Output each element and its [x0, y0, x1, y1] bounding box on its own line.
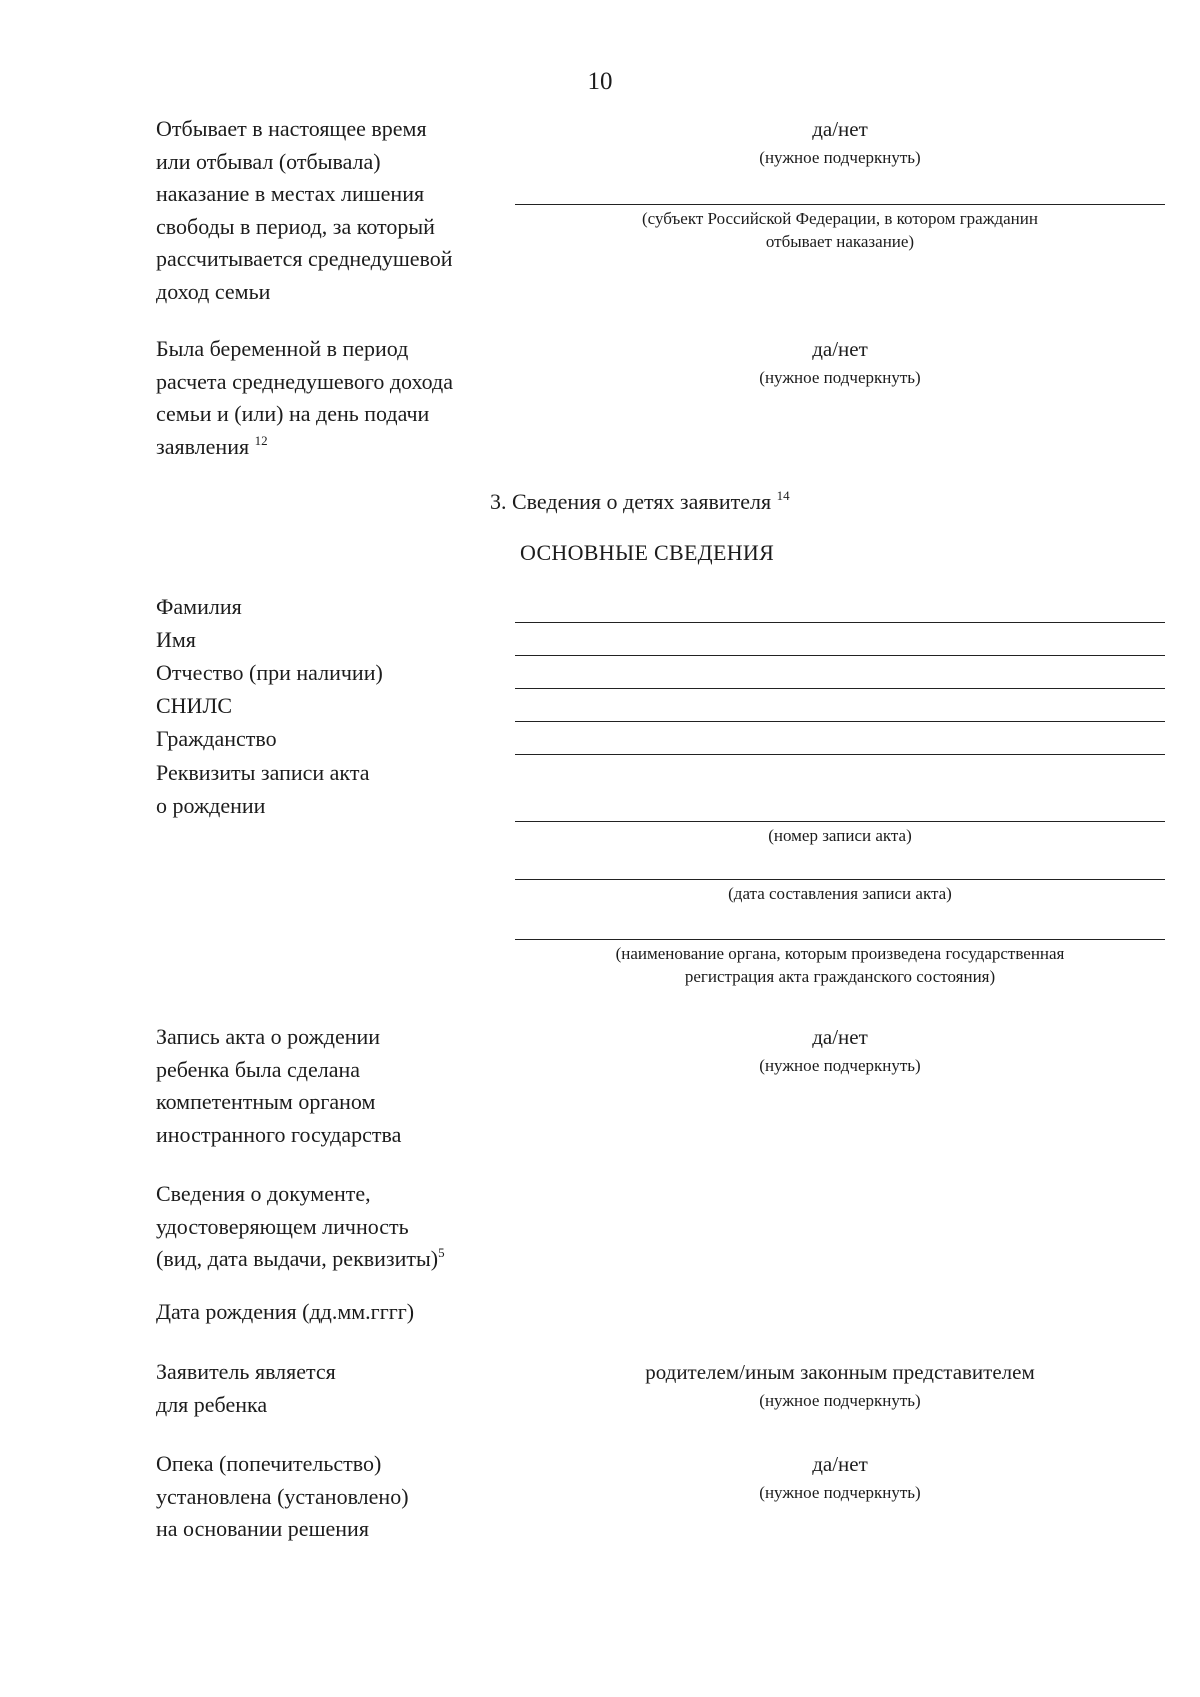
punishment-label	[156, 113, 453, 308]
foreign-record-label-line: иностранного государства	[156, 1121, 402, 1147]
first-name-label: Имя	[156, 627, 196, 652]
pregnancy-label-line: расчета среднедушевого дохода	[156, 368, 453, 394]
authority-line[interactable]	[515, 939, 1165, 940]
section-footnote: 14	[776, 488, 790, 503]
guardianship-label	[156, 1448, 409, 1546]
punishment-region-hint	[515, 207, 1165, 253]
punishment-label-line: или отбывал (отбывала)	[156, 148, 381, 174]
foreign-record-label	[156, 1021, 401, 1151]
foreign-record-label-line: Запись акта о рождении	[156, 1024, 381, 1049]
record-number-line[interactable]	[515, 821, 1165, 822]
patronymic-field-line[interactable]	[515, 688, 1165, 689]
applicant-role-label-line: Заявитель является	[156, 1359, 336, 1384]
punishment-region-line[interactable]	[515, 204, 1165, 205]
punishment-label-line: свободы в период, за который	[156, 213, 435, 239]
citizenship-field-line[interactable]	[515, 754, 1165, 755]
pregnancy-label	[156, 333, 453, 463]
foreign-record-option[interactable]: да/нет	[812, 1025, 868, 1049]
pregnancy-label-line: заявления	[156, 433, 250, 459]
foreign-record-option-hint: (нужное подчеркнуть)	[759, 1056, 921, 1075]
foreign-record-label-line: ребенка была сделана	[156, 1056, 361, 1082]
applicant-role-option[interactable]: родителем/иным законным представителем	[645, 1360, 1035, 1384]
punishment-label-line: рассчитывается среднедушевой	[156, 246, 453, 271]
punishment-option[interactable]: да/нет	[812, 117, 868, 141]
guardianship-label-line: установлена (установлено)	[156, 1483, 409, 1509]
first-name-field-line[interactable]	[515, 655, 1165, 656]
page-number: 10	[587, 68, 613, 95]
identity-doc-label-line: удостоверяющем личность	[156, 1213, 409, 1239]
section-subtitle: ОСНОВНЫЕ СВЕДЕНИЯ	[520, 540, 775, 565]
authority-hint-line: регистрация акта гражданского состояния)	[684, 967, 996, 986]
identity-doc-label-line: (вид, дата выдачи, реквизиты)	[156, 1246, 439, 1271]
guardianship-label-line: Опека (попечительство)	[156, 1451, 382, 1476]
identity-doc-label	[156, 1178, 445, 1276]
record-number-hint: (номер записи акта)	[768, 826, 912, 845]
foreign-record-label-line: компетентным органом	[156, 1089, 376, 1114]
surname-label: Фамилия	[156, 594, 242, 619]
region-hint-line: отбывает наказание)	[765, 232, 915, 251]
punishment-option-hint: (нужное подчеркнуть)	[759, 148, 921, 167]
guardianship-label-line: на основании решения	[156, 1516, 369, 1541]
birth-record-label	[156, 757, 369, 822]
pregnancy-option[interactable]: да/нет	[812, 337, 868, 361]
section-title-text: 3. Сведения о детях заявителя	[490, 489, 772, 514]
record-date-line[interactable]	[515, 879, 1165, 880]
snils-label: СНИЛС	[156, 693, 233, 718]
punishment-label-line: Отбывает в настоящее время	[156, 116, 427, 141]
applicant-role-label	[156, 1356, 336, 1421]
pregnancy-label-line: семьи и (или) на день подачи	[156, 401, 430, 426]
pregnancy-label-line: Была беременной в период	[156, 336, 409, 361]
snils-field-line[interactable]	[515, 721, 1165, 722]
guardianship-option-hint: (нужное подчеркнуть)	[759, 1483, 921, 1502]
guardianship-option[interactable]: да/нет	[812, 1452, 868, 1476]
region-hint-line: (субъект Российской Федерации, в котором гражданин	[642, 209, 1038, 228]
authority-hint	[515, 942, 1165, 988]
punishment-label-line: доход семьи	[156, 278, 271, 304]
patronymic-label: Отчество (при наличии)	[156, 660, 383, 685]
citizenship-label: Гражданство	[156, 726, 277, 751]
surname-field-line[interactable]	[515, 622, 1165, 623]
authority-hint-line: (наименование органа, которым произведена государственная	[615, 944, 1065, 963]
applicant-role-label-line: для ребенка	[156, 1391, 268, 1417]
birth-record-label-line: о рождении	[156, 792, 266, 818]
identity-doc-footnote: 5	[438, 1245, 445, 1260]
applicant-role-option-hint: (нужное подчеркнуть)	[759, 1391, 921, 1410]
birth-date-label: Дата рождения (дд.мм.гггг)	[156, 1299, 415, 1324]
pregnancy-option-hint: (нужное подчеркнуть)	[759, 368, 921, 387]
pregnancy-footnote: 12	[254, 432, 268, 448]
record-date-hint: (дата составления записи акта)	[728, 884, 952, 903]
identity-doc-label-line: Сведения о документе,	[156, 1181, 371, 1206]
section-title	[490, 489, 790, 515]
punishment-label-line: наказание в местах лишения	[156, 181, 425, 206]
birth-record-label-line: Реквизиты записи акта	[156, 760, 370, 785]
